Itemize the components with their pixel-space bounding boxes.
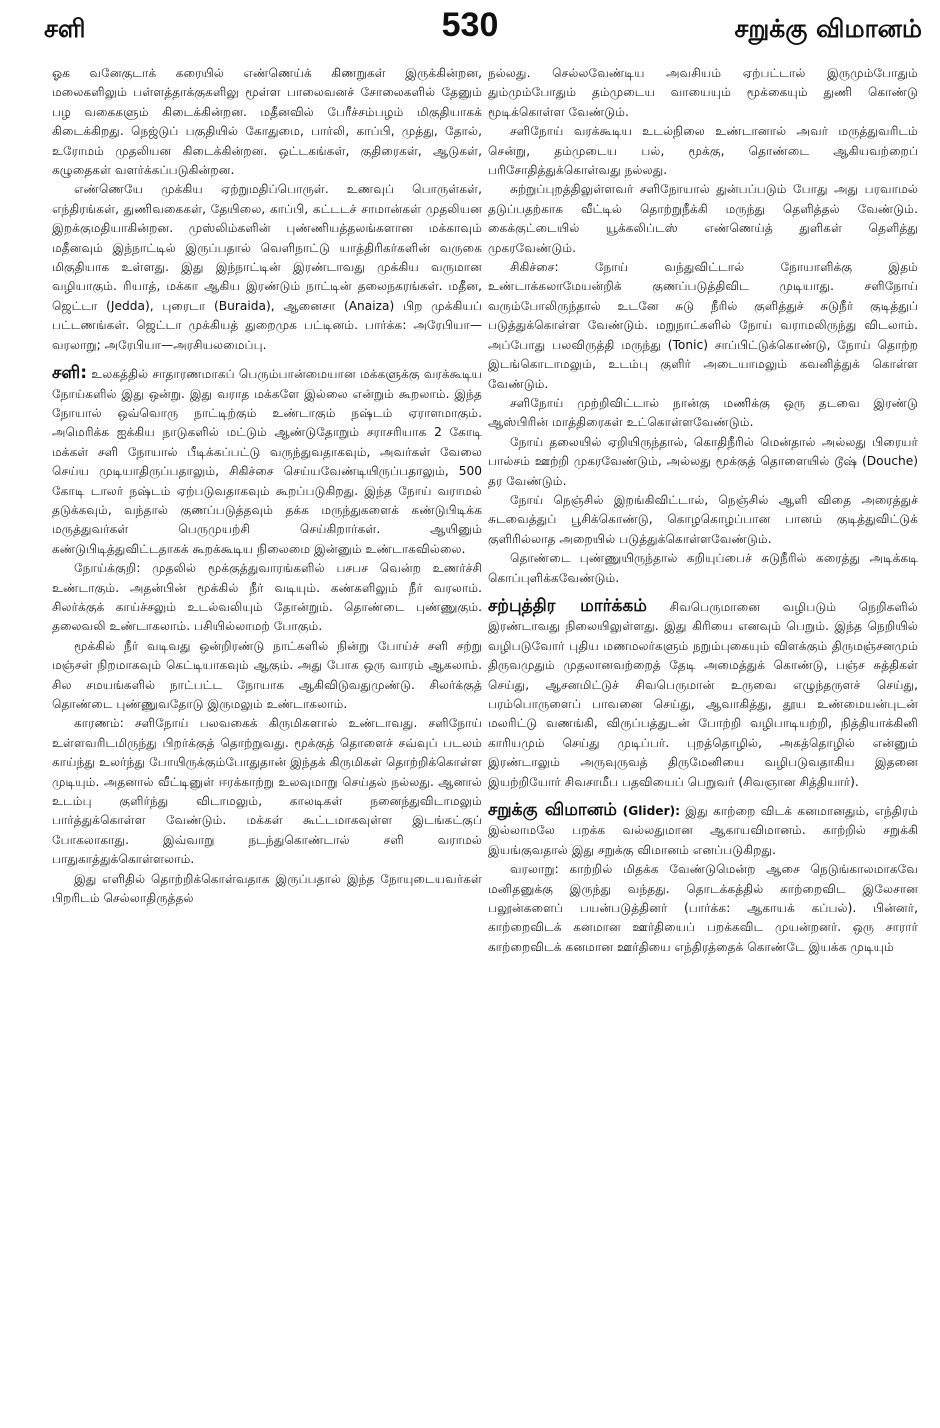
page-number: 530 [441,6,499,44]
paragraph [488,122,918,180]
paragraph-text: ஓக வனேகுடாக் கரையில் எண்ணெய்க் கிணறுகள் இருக்கின்றன, மலைகளிலும் பள்ளத்தாக்குகளிலு மூள்ள பாலைவனச் சோலைகளில் தேனும் பழ வகைகளும் கிடைக்கின்றன. மதீனவில் பேரீச்சம்பழம் மிகுதியாகக் கிடைக்கிறது. நெஜ்டுப் பகுதியில் கோதுமை, பார்லி, காப்பி, முத்து, தோல், உரோமம் முதலியன கிடைக்கின்றன. ஒட்டகங்கள், குதிரைகள், ஆடுகள், கழுதைகள் வளர்க்கப்படுகின்றன. [52,66,482,178]
entry-heading: சளி: [52,363,88,384]
entry-heading: சற்புத்திர மார்க்கம் [488,595,647,616]
paragraph-text: சிவபெருமானை வழிபடும் நெறிகளில் இரண்டாவது நிலையிலுள்ளது. இது கிரியை எனவும் பெறும். இந்த நெறியில் வழிபடுவோர் புதிய மணமலர்களும் நறும்புகையும் விளக்கும் திருமஞ்சனமும் திருவமுதும் முதலானவற்றைத் தேடி அமைத்துக் கொண்டு, பஞ்ச சுத்திகள் செய்து, ஆசனமிட்டுச் சிவபெருமான் உருவை எழுந்தருளச் செய்து, பரம்பொருளைப் பாவனை செய்து, ஆவாகித்து, தூய உண்மையன்புடன் மலரிட்டு வணங்கி, விருப்பத்துடன் போற்றி வழிபாடியற்றி, நித்தியாக்கினி காரியமும் செய்து முடிப்பர். புறத்தொழில், அகத்தொழில் என்னும் இரண்டாலும் அருவுருவத் திருமேனியை வழிபடுவதாகிய இதனை இயற்றியோர் சிவசாமீப பதவியைப் பெறுவர் (சிவஞான சித்தியார்). [488,599,918,789]
paragraph [52,637,482,715]
paragraph [52,559,482,637]
paragraph-text: உலகத்தில் சாதாரணமாகப் பெரும்பான்மையான மக்களுக்கு வரக்கூடிய நோய்களில் இது ஒன்று. இது வராத மக்களே இல்லை என்றும் கூறலாம். இந்த நோயால் ஒவ்வொரு நாட்டிற்கும் உண்டாகும் நஷ்டம் ஏராளமாகும். அமெரிக்க ஐக்கிய நாடுகளில் மட்டும் ஆண்டுதோறும் சராசரியாக 2 கோடி மக்கள் சளி நோயால் பீடிக்கப்பட்டு வருந்துவதாகவும், அவர்கள் வேலை செய்ய முடியாதிருப்பதாலும், சிகிச்சை செய்யவேண்டியிருப்பதாலும், 500 கோடி டாலர் நஷ்டம் ஏற்படுவதாகவும் கூறப்படுகிறது. இந்த நோய் வராமல் தடுக்கவும், வந்தால் குணப்படுத்தவும் தக்க மருந்துகளைக் கண்டுபிடிக்க மருத்துவர்கள் பெருமுயற்சி செய்கிறார்கள். ஆயினும் கண்டுபிடித்துவிட்டதாகக் கூறக்கூடிய நிலைமை இன்னும் உண்டாகவில்லை. [52,367,482,556]
paragraph-text: நல்லது. செல்லவேண்டிய அவசியம் ஏற்பட்டால் இருமும்போதும் தும்மும்போதும் தம்முடைய வாயையும் மூக்கையும் துணி கொண்டு மூடிக்கொள்ள வேண்டும். [488,66,918,119]
paragraph-text: மூக்கில் நீர் வடிவது ஒன்றிரண்டு நாட்களில் நின்று போய்ச் சளி சற்று மஞ்சள் நிறமாகவும் கெட்டியாகவும் ஆகும். அது போக ஒரு வாரம் ஆகலாம். சில சமயங்களில் நாட்பட்ட நோயாக ஆகிவிடுவதுமுண்டு. சிலர்க்குத் தொண்டை புண்ணுவதோடு இருமலும் உண்டாகலாம். [52,638,482,711]
entry-heading: சறுக்கு விமானம் [488,800,617,821]
paragraph-text: காரணம்: சளிநோய் பலவகைக் கிருமிகளால் உண்டாவது. சளிநோய் உள்ளவரிடமிருந்து பிறர்க்குத் தொற்றுவது. மூக்குத் தொளைச் சவ்வுப் படலம் காய்ந்து உலர்ந்து போயிருக்கும்போதுதான் இந்தக் கிருமிகள் தொற்றிக்கொள்ள முடியும். அதனால் வீட்டினுள் ஈரக்காற்று உலவுமாறு செய்தல் நல்லது. ஆனால் உடம்பு குளிர்ந்து விடாமலும், காலடிகள் நனைந்துவிடாமலும் பார்த்துக்கொள்ள வேண்டும். மக்கள் கூட்டமாகவுள்ள இடங்கட்குப் போகலாகாது. இவ்வாறு நடந்துகொண்டால் சளி வராமல் பாதுகாத்துக்கொள்ளலாம். [52,716,482,867]
paragraph [488,64,918,122]
paragraph [488,491,918,549]
paragraph [488,258,918,394]
paragraph-text: சுற்றுப்புறத்திலுள்ளவர் சளிநோயால் துன்பப்படும் போது அது பரவாமல் தடுப்பதற்காக வீட்டில் தொற்றுநீக்கி மருந்து தெளித்தல் வேண்டும். கைக்குட்டையில் யூக்கலிப்டஸ் எண்ணெய்த் துளிகள் தெளித்து முகரவேண்டும். [488,182,918,255]
running-head-right: சறுக்கு விமானம் [734,14,922,43]
paragraph-text: நோய் நெஞ்சில் இறங்கிவிட்டால், நெஞ்சில் ஆளி விதை அரைத்துச் சுடவைத்துப் பூசிக்கொண்டு, கொழகொழப்பான பானம் குடித்துவிட்டுக் குளிரில்லாத அறையில் படுத்துக்கொள்ளவேண்டும். [488,492,918,546]
paragraph-text: எண்ணெயே முக்கிய ஏற்றுமதிப்பொருள். உணவுப் பொருள்கள், எந்திரங்கள், துணிவகைகள், தேயிலை, காப்பி, கட்டடச் சாமான்கள் முதலியன இறக்குமதியாகின்றன. முஸ்லிம்களின் புண்ணியத்தலங்களான மக்காவும் மதீனவும் இந்நாட்டில் இருப்பதால் வெளிநாட்டு யாத்திரிகர்களின் வருகை மிகுதியாக உள்ளது. இது இந்நாட்டின் இரண்டாவது முக்கிய வருமான வழியாகும். ரியாத், மக்கா ஆகிய இரண்டும் நாட்டின் தலைநகரங்கள். மதீன, ஜெட்டா (Jedda), புரைடா (Buraida), ஆனைசா (Anaiza) பிற முக்கியப் பட்டணங்கள். ஜெட்டா முக்கியத் துறைமுக பட்டினம். பார்க்க: அரேபியா—வரலாறு; அரேபியா—அரசியலமைப்பு. [52,182,482,352]
page-header [0,0,940,60]
paragraph-text: வரலாறு: காற்றில் மிதக்க வேண்டுமென்ற ஆசை நெடுங்காலமாகவே மனிதனுக்கு இருந்து வந்தது. தொடக்கத்தில் காற்றைவிட இலேசான பலூன்களைப் பயன்படுத்தினர் (பார்க்க: ஆகாயக் கப்பல்). பின்னர், காற்றைவிடக் கனமான ஊர்தியைப் பறக்கவிட முயன்றனர். ஒரு சாரார் காற்றைவிடக் கனமான ஊர்தியை எந்திரத்தைக் கொண்டே இயக்க முடியும் [488,862,918,954]
running-head-left: சளி [44,14,86,43]
entry-heading-extra: (Glider): [616,804,681,819]
paragraph [52,714,482,869]
paragraph-text: சிகிச்சை: நோய் வந்துவிட்டால் நோயாளிக்கு இதம் உண்டாக்கலாமேயன்றிக் குணப்படுத்திவிட முடியாது. சளிநோய் வரும்போலிருந்தால் உடனே சுடு நீரில் குளித்துச் சுடுநீர் குடித்துப் படுத்துக்கொள்ள வேண்டும். மறுநாட்களில் நோய் வராமலிருந்து விடலாம். அப்போது பலவிருத்தி மருந்து (Tonic) சாப்பிட்டுக்கொண்டு, நோய் தொற்ற இடங்கொடாமலும், உடம்பு குளிர் அடையாமலும் கவனித்துக் கொள்ள வேண்டும். [488,260,918,391]
paragraph [488,433,918,491]
paragraph-text: தொண்டை புண்ணுயிருந்தால் கறியுப்பைச் சுடுநீரில் கரைத்து அடிக்கடி கொப்புளிக்கவேண்டும். [488,551,918,585]
paragraph-text: இது காற்றை விடக் கனமானதும், எந்திரம் இல்லாமலே பறக்க வல்லதுமான ஆகாயவிமானம். காற்றில் சறுக்கி இயங்குவதால் இது சறுக்கு விமானம் எனப்படுகிறது. [488,804,919,857]
entry-paragraph [52,364,482,559]
paragraph-text: நோய்க்குறி: முதலில் மூக்குத்துவாரங்களில் பசபச வென்ற உணர்ச்சி உண்டாகும். அதன்பின் மூக்கில் நீர் வடியும். கண்களிலும் நீர் வரலாம். சிலர்க்குக் காய்ச்சலும் உடல்வலியும் தோன்றும். தொண்டை புண்ணுகும். தலைவலி உண்டாகலாம். பசியில்லாமற் போகும். [52,561,482,634]
paragraph [52,180,482,355]
paragraph [488,180,918,258]
paragraph-text: நோய் தலையில் ஏறியிருந்தால், கொதிநீரில் மென்தால் அல்லது பிரையர் பால்சம் ஊற்றி முகரவேண்டும், அல்லது மூக்குத் தொளையில் டூஷ் (Douche) தர வேண்டும். [488,434,918,488]
left-column [52,64,482,908]
paragraph [52,870,482,909]
paragraph [488,549,918,588]
paragraph [488,394,918,433]
entry-paragraph [488,801,918,860]
paragraph-text: சளிநோய் முற்றிவிட்டால் நான்கு மணிக்கு ஒரு தடவை இரண்டு ஆஸ்பிரின் மாத்திரைகள் உட்கொள்ளவேண்டும். [488,395,918,430]
entry-paragraph [488,597,918,792]
paragraph-text: இது எளிதில் தொற்றிக்கொள்வதாக இருப்பதால் இந்த நோயுடையவர்கள் பிறரிடம் செல்லாதிருத்தல் [52,871,482,906]
right-column [488,64,918,957]
paragraph-gap [52,355,482,364]
paragraph-text: சளிநோய் வரக்கூடிய உடல்நிலை உண்டானால் அவர் மருத்துவரிடம் சென்று, தம்முடைய பல், மூக்கு, தொண்டை ஆகியவற்றைப் பரிசோதித்துக்கொள்வது நல்லது. [488,124,918,178]
paragraph [52,64,482,180]
paragraph [488,860,918,957]
